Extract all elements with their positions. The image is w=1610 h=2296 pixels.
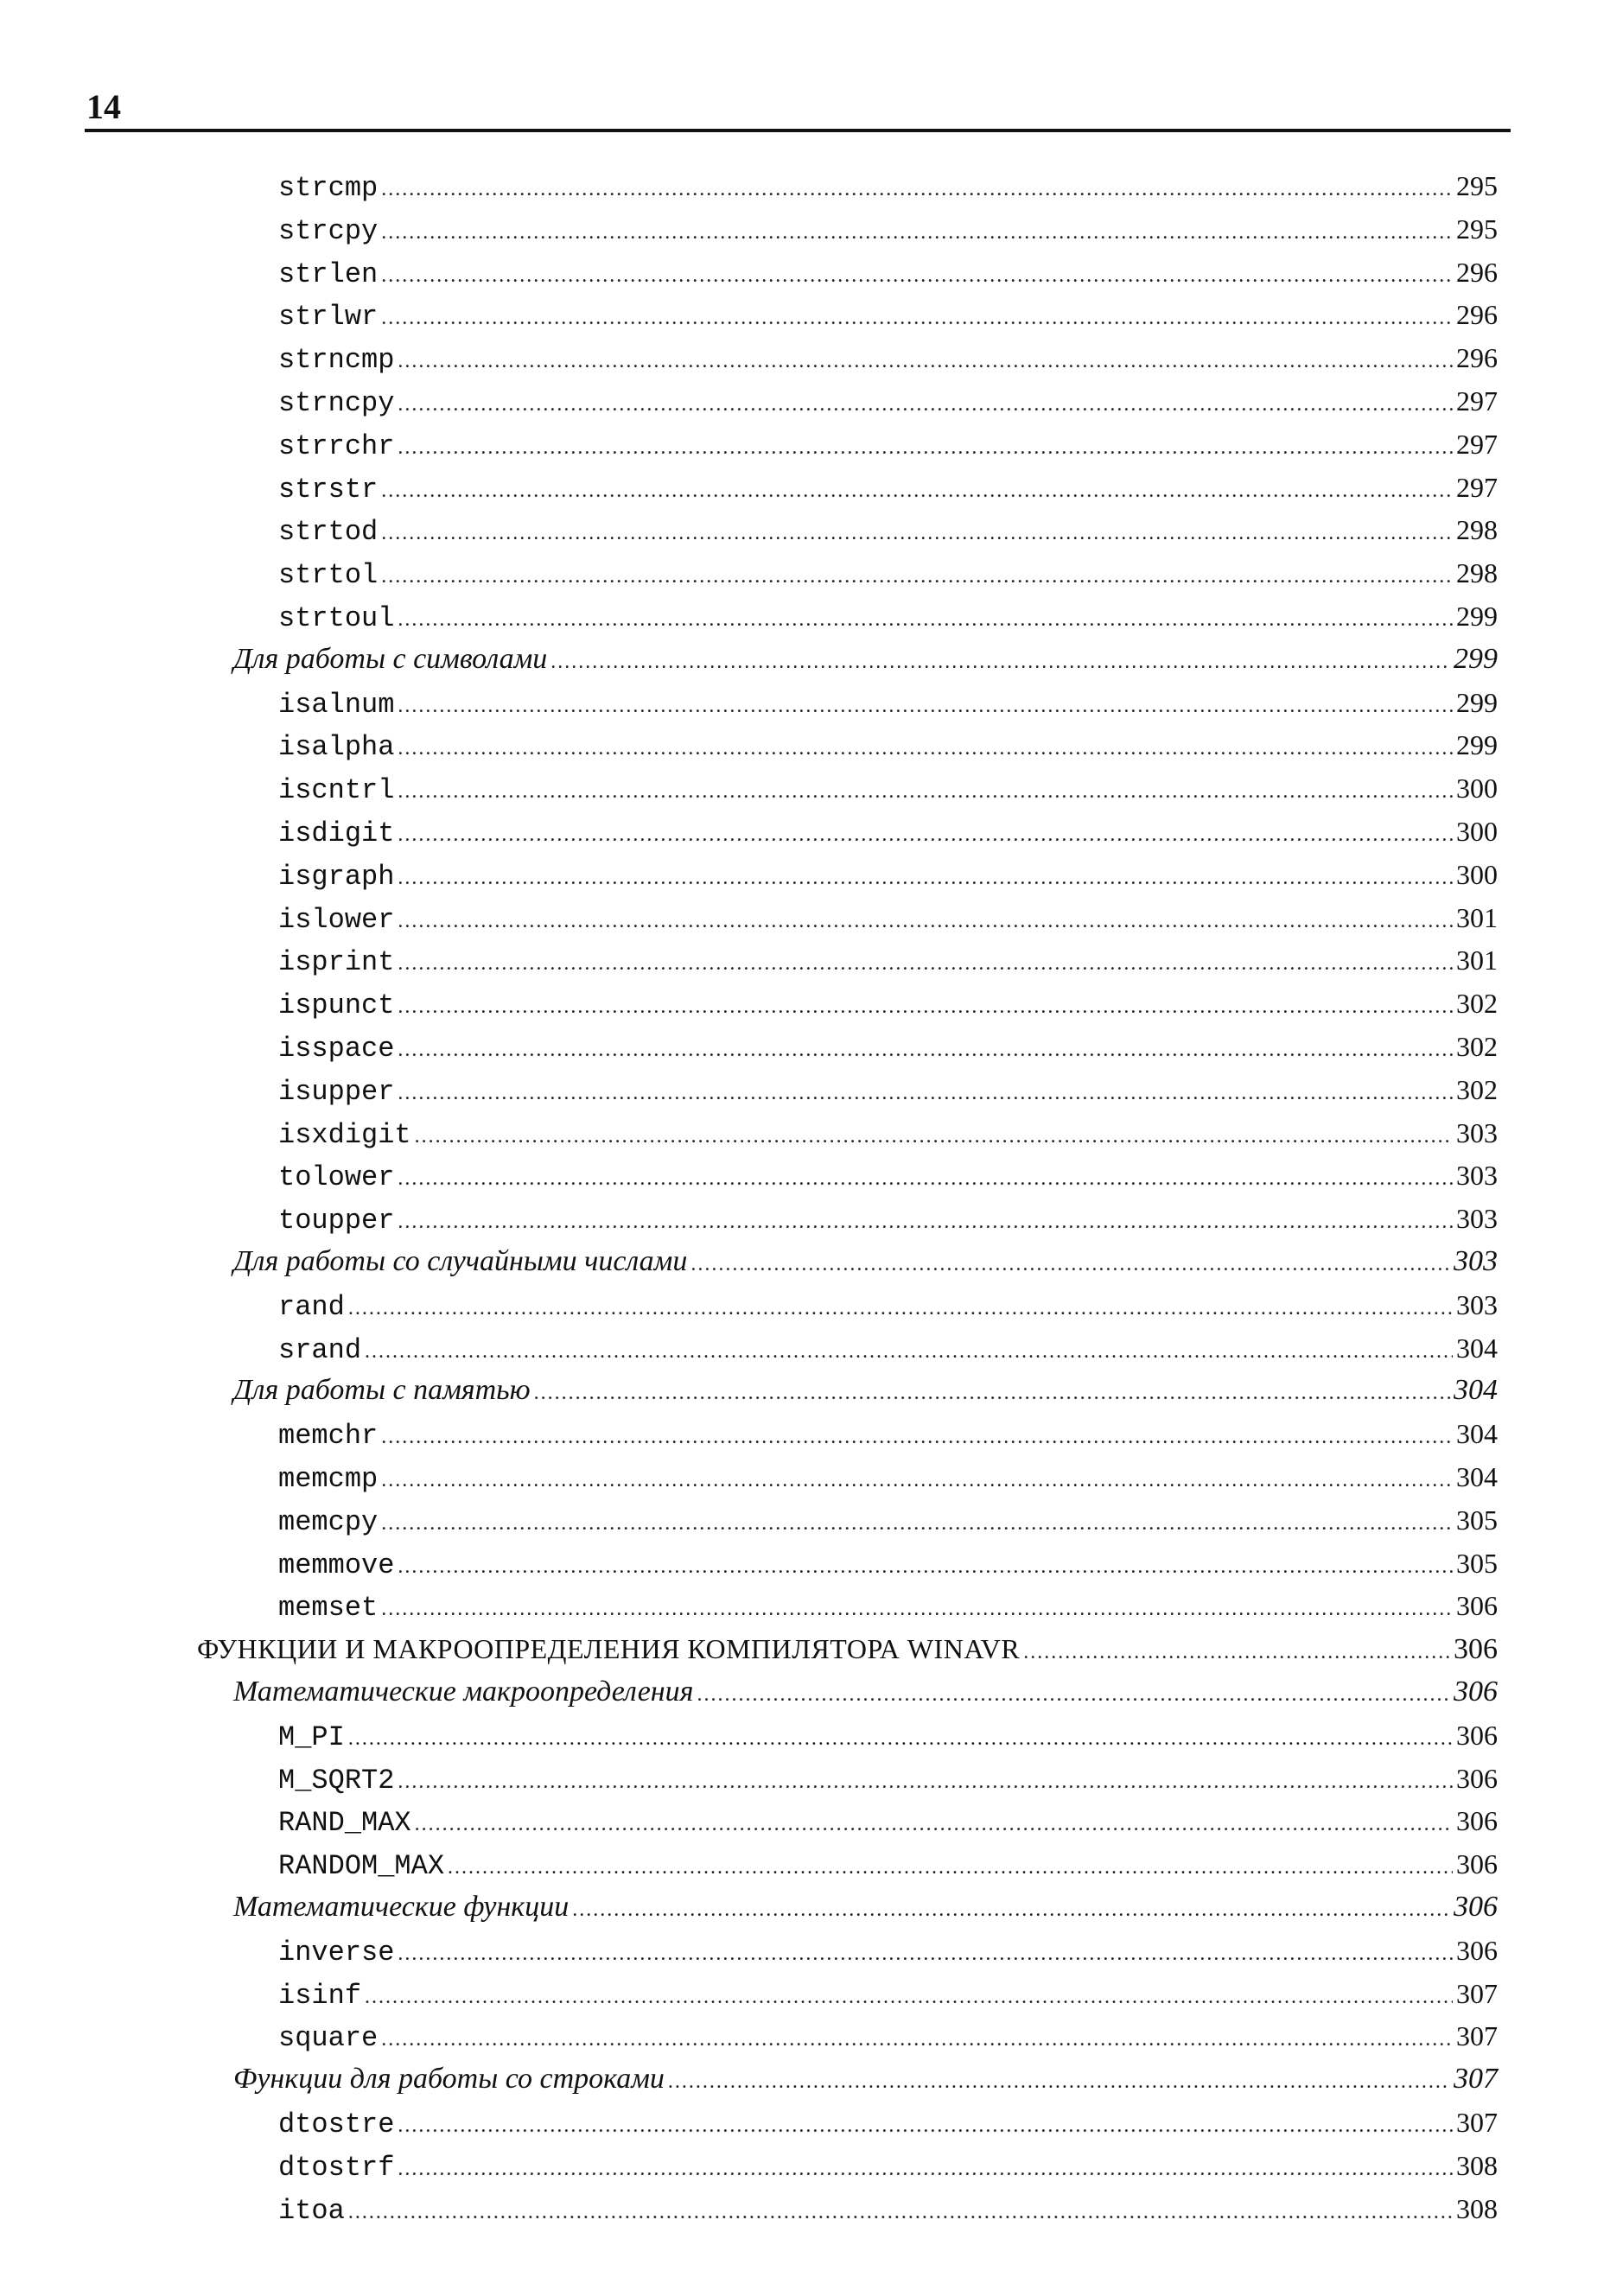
toc-entry-title: strncmp xyxy=(278,344,395,376)
toc-function-entry xyxy=(278,595,1498,638)
toc-function-entry xyxy=(278,2187,1498,2230)
dot-leader xyxy=(381,1459,1453,1502)
toc-page-number: 303 xyxy=(1456,1289,1498,1320)
toc-entry-title: isalpha xyxy=(278,731,395,763)
toc-entry-title: strncpy xyxy=(278,387,395,419)
toc-function-entry xyxy=(278,1068,1498,1111)
dot-leader xyxy=(348,1717,1453,1760)
toc-function-entry xyxy=(278,551,1498,595)
toc-subsection-entry xyxy=(233,1240,1498,1283)
dot-leader xyxy=(398,856,1453,900)
toc-entry-title: tolower xyxy=(278,1161,395,1193)
dot-leader xyxy=(448,1846,1453,1889)
toc-page-number: 297 xyxy=(1456,385,1498,417)
toc-page-number: 300 xyxy=(1456,773,1498,804)
toc-function-entry xyxy=(278,1154,1498,1197)
toc-function-entry xyxy=(278,1714,1498,1757)
dot-leader xyxy=(348,1287,1453,1330)
toc-function-entry xyxy=(278,938,1498,982)
dot-leader xyxy=(398,2147,1453,2191)
toc-function-entry xyxy=(278,982,1498,1025)
toc-page-number: 296 xyxy=(1456,257,1498,288)
toc-page-number: 304 xyxy=(1456,1332,1498,1364)
toc-entry-title: ФУНКЦИИ И МАКРООПРЕДЕЛЕНИЯ КОМПИЛЯТОРА WINAVR xyxy=(197,1633,1021,1664)
toc-page-number: 306 xyxy=(1456,1935,1498,1966)
toc-page-number: 306 xyxy=(1456,1805,1498,1836)
toc-function-entry xyxy=(278,251,1498,294)
toc-function-entry xyxy=(278,293,1498,336)
toc-entry-title: square xyxy=(278,2022,379,2054)
dot-leader xyxy=(398,1072,1453,1115)
toc-page-number: 304 xyxy=(1456,1418,1498,1449)
toc-entry-title: dtostrf xyxy=(278,2152,395,2184)
toc-page-number: 303 xyxy=(1454,1245,1498,1277)
toc-function-entry xyxy=(278,723,1498,766)
toc-page-number: 302 xyxy=(1456,1031,1498,1062)
toc-page-number: 301 xyxy=(1456,902,1498,933)
toc-entry-title: Для работы со случайными числами xyxy=(233,1245,688,1277)
toc-function-entry xyxy=(278,466,1498,509)
toc-entry-title: isxdigit xyxy=(278,1119,411,1151)
toc-page-number: 306 xyxy=(1456,1848,1498,1879)
toc-page-number: 307 xyxy=(1454,2063,1498,2095)
toc-section-entry xyxy=(197,1627,1498,1670)
toc-entry-title: inverse xyxy=(278,1937,395,1968)
dot-leader xyxy=(381,555,1453,598)
toc-function-entry xyxy=(278,1326,1498,1370)
toc-function-entry xyxy=(278,336,1498,379)
toc-page-number: 304 xyxy=(1456,1461,1498,1492)
toc-page-number: 305 xyxy=(1456,1504,1498,1536)
toc-function-entry xyxy=(278,1972,1498,2015)
toc-entry-title: iscntrl xyxy=(278,774,395,806)
toc-entry-title: Математические функции xyxy=(233,1891,570,1923)
dot-leader xyxy=(398,942,1453,985)
toc-entry-title: isinf xyxy=(278,1980,362,2012)
dot-leader xyxy=(398,426,1453,469)
toc-function-entry xyxy=(278,1929,1498,1972)
toc-entry-title: memcmp xyxy=(278,1463,379,1495)
dot-leader xyxy=(398,1200,1453,1243)
dot-leader xyxy=(381,1587,1453,1631)
dot-leader xyxy=(398,1545,1453,1588)
toc-entry-title: isupper xyxy=(278,1076,395,1108)
toc-function-entry xyxy=(278,1025,1498,1068)
toc-entry-title: isspace xyxy=(278,1033,395,1065)
dot-leader xyxy=(398,598,1453,641)
toc-entry-title: RANDOM_MAX xyxy=(278,1850,445,1882)
dot-leader xyxy=(381,296,1453,340)
dot-leader xyxy=(381,1415,1453,1459)
dot-leader xyxy=(550,640,1450,684)
dot-leader xyxy=(398,2104,1453,2147)
toc-function-entry xyxy=(278,810,1498,853)
toc-function-entry xyxy=(278,1842,1498,1886)
toc-entry-title: srand xyxy=(278,1334,362,1366)
toc-entry-title: itoa xyxy=(278,2195,345,2227)
dot-leader xyxy=(398,1028,1453,1072)
toc-page-number: 306 xyxy=(1454,1676,1498,1708)
toc-entry-title: strlwr xyxy=(278,301,379,333)
toc-page-number: 296 xyxy=(1456,342,1498,373)
toc-page-number: 302 xyxy=(1456,1074,1498,1105)
toc-function-entry xyxy=(278,1757,1498,1800)
dot-leader xyxy=(690,1243,1450,1286)
toc-entry-title: memchr xyxy=(278,1420,379,1452)
toc-page-number: 295 xyxy=(1456,213,1498,245)
toc-page-number: 306 xyxy=(1454,1633,1498,1665)
toc-page-number: 306 xyxy=(1456,1720,1498,1751)
toc-subsection-entry xyxy=(233,1886,1498,1929)
toc-function-entry xyxy=(278,1283,1498,1326)
dot-leader xyxy=(398,340,1453,383)
dot-leader xyxy=(534,1371,1450,1415)
toc-entry-title: islower xyxy=(278,904,395,936)
toc-page-number: 304 xyxy=(1454,1374,1498,1406)
toc-subsection-entry xyxy=(233,1369,1498,1412)
toc-page-number: 299 xyxy=(1456,601,1498,632)
dot-leader xyxy=(398,985,1453,1028)
toc-page-number: 305 xyxy=(1456,1548,1498,1579)
toc-page-number: 306 xyxy=(1456,1763,1498,1794)
toc-entry-title: ispunct xyxy=(278,989,395,1021)
toc-function-entry xyxy=(278,164,1498,207)
toc-page-number: 297 xyxy=(1456,472,1498,503)
toc-page-number: 307 xyxy=(1456,2107,1498,2138)
dot-leader xyxy=(1023,1631,1450,1674)
toc-entry-title: rand xyxy=(278,1291,345,1323)
toc-function-entry xyxy=(278,1197,1498,1240)
toc-entry-title: Для работы с символами xyxy=(233,643,548,675)
toc-entry-title: M_SQRT2 xyxy=(278,1765,395,1797)
toc-entry-title: M_PI xyxy=(278,1721,345,1753)
toc-function-entry xyxy=(278,379,1498,423)
dot-leader xyxy=(398,770,1453,813)
toc-entry-title: strcpy xyxy=(278,215,379,247)
toc-function-entry xyxy=(278,1111,1498,1154)
dot-leader xyxy=(398,1760,1453,1803)
dot-leader xyxy=(398,813,1453,856)
toc-function-entry xyxy=(278,1584,1498,1627)
toc-function-entry xyxy=(278,2014,1498,2057)
toc-entry-title: memcpy xyxy=(278,1506,379,1538)
toc-page-number: 306 xyxy=(1456,1590,1498,1621)
dot-leader xyxy=(381,2018,1453,2061)
dot-leader xyxy=(572,1888,1450,1931)
toc-function-entry xyxy=(278,207,1498,251)
toc-entry-title: strtol xyxy=(278,559,379,591)
toc-function-entry xyxy=(278,1498,1498,1542)
toc-entry-title: Функции для работы со строками xyxy=(233,2063,665,2095)
dot-leader xyxy=(697,1673,1450,1716)
toc-entry-title: Математические макроопределения xyxy=(233,1676,694,1708)
toc-subsection-entry xyxy=(233,638,1498,681)
toc-entry-title: isprint xyxy=(278,946,395,978)
toc-page-number: 303 xyxy=(1456,1203,1498,1234)
toc-page-number: 300 xyxy=(1456,859,1498,890)
dot-leader xyxy=(398,900,1453,943)
toc-function-entry xyxy=(278,681,1498,724)
toc-page-number: 306 xyxy=(1454,1891,1498,1923)
dot-leader xyxy=(381,254,1453,297)
toc-page-number: 303 xyxy=(1456,1117,1498,1148)
toc-function-entry xyxy=(278,853,1498,896)
toc-page-number: 300 xyxy=(1456,816,1498,847)
toc-subsection-entry xyxy=(233,1670,1498,1714)
dot-leader xyxy=(381,211,1453,254)
toc-function-entry xyxy=(278,1412,1498,1455)
toc-function-entry xyxy=(278,1542,1498,1585)
dot-leader xyxy=(398,1932,1453,1975)
toc-page-number: 299 xyxy=(1456,729,1498,760)
dot-leader xyxy=(381,168,1453,211)
toc-page-number: 296 xyxy=(1456,299,1498,330)
toc-entry-title: memset xyxy=(278,1592,379,1624)
toc-page-number: 299 xyxy=(1456,687,1498,718)
dot-leader xyxy=(668,2060,1450,2103)
dot-leader xyxy=(398,727,1453,770)
toc-entry-title: toupper xyxy=(278,1205,395,1237)
dot-leader xyxy=(398,383,1453,426)
toc-page-number: 303 xyxy=(1456,1160,1498,1191)
toc-entry-title: Для работы с памятью xyxy=(233,1374,531,1406)
toc-entry-title: memmove xyxy=(278,1549,395,1581)
toc-entry-title: strtod xyxy=(278,516,379,548)
dot-leader xyxy=(348,2191,1453,2234)
dot-leader xyxy=(415,1803,1453,1846)
dot-leader xyxy=(381,469,1453,512)
toc-subsection-entry xyxy=(233,2057,1498,2101)
dot-leader xyxy=(398,684,1453,728)
toc-page-number: 298 xyxy=(1456,557,1498,588)
toc-function-entry xyxy=(278,508,1498,551)
toc-entry-title: RAND_MAX xyxy=(278,1807,411,1839)
toc-entry-title: isdigit xyxy=(278,817,395,849)
toc-page-number: 297 xyxy=(1456,429,1498,460)
dot-leader xyxy=(365,1975,1453,2019)
toc-function-entry xyxy=(278,896,1498,939)
toc-function-entry xyxy=(278,1455,1498,1498)
toc-entry-title: isgraph xyxy=(278,861,395,893)
toc-function-entry xyxy=(278,1799,1498,1842)
dot-leader xyxy=(365,1330,1453,1373)
dot-leader xyxy=(381,1502,1453,1545)
toc-entry-title: dtostre xyxy=(278,2108,395,2140)
toc-page-number: 308 xyxy=(1456,2150,1498,2181)
header-rule xyxy=(85,129,1511,132)
toc-page-number: 308 xyxy=(1456,2193,1498,2224)
toc-page-number: 301 xyxy=(1456,944,1498,976)
toc-entry-title: isalnum xyxy=(278,689,395,721)
dot-leader xyxy=(381,512,1453,555)
dot-leader xyxy=(398,1157,1453,1200)
dot-leader xyxy=(415,1115,1453,1158)
toc-entry-title: strlen xyxy=(278,258,379,290)
toc-page-number: 295 xyxy=(1456,170,1498,201)
toc-page-number: 299 xyxy=(1454,643,1498,675)
page-number: 14 xyxy=(86,87,121,126)
toc-entry-title: strstr xyxy=(278,474,379,506)
toc-page-number: 302 xyxy=(1456,988,1498,1019)
toc-entry-title: strtoul xyxy=(278,602,395,634)
toc-function-entry xyxy=(278,2144,1498,2187)
toc-page-number: 298 xyxy=(1456,514,1498,545)
toc-entry-title: strrchr xyxy=(278,430,395,462)
toc-entry-title: strcmp xyxy=(278,172,379,204)
toc-function-entry xyxy=(278,423,1498,466)
toc-page-number: 307 xyxy=(1456,2020,1498,2051)
toc-function-entry xyxy=(278,2101,1498,2144)
toc-page-number: 307 xyxy=(1456,1978,1498,2009)
toc-function-entry xyxy=(278,766,1498,810)
